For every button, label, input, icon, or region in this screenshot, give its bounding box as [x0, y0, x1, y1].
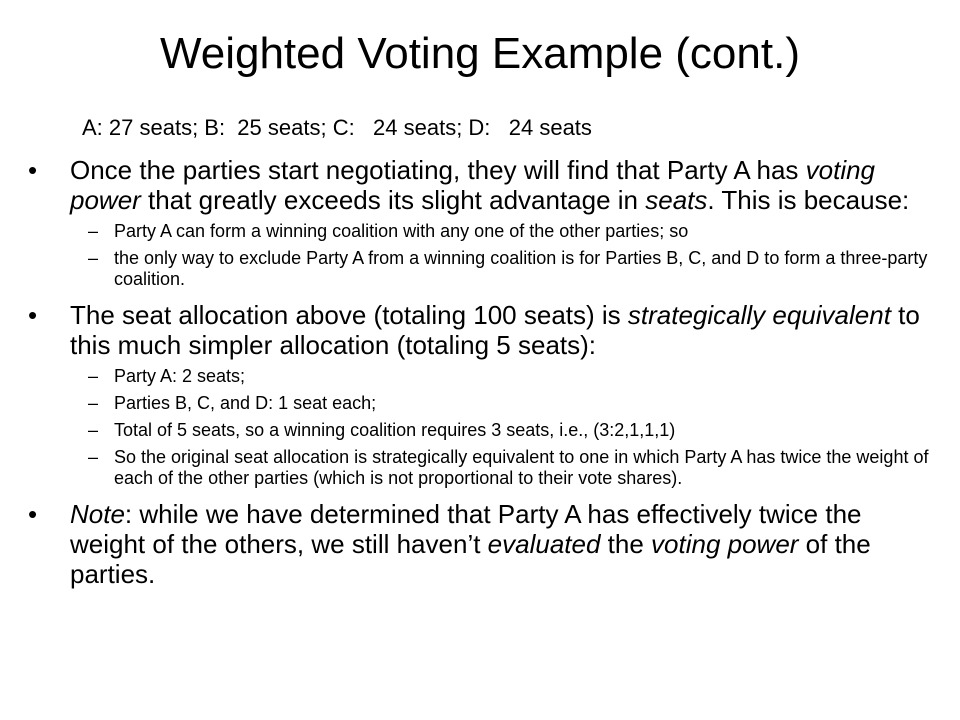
dash-marker: – — [88, 248, 99, 268]
dash-marker: – — [88, 420, 99, 440]
dash-marker: – — [88, 447, 99, 467]
bullet-text: . This is because: — [707, 185, 910, 215]
sub-bullet — [28, 420, 933, 441]
sub-bullet — [28, 447, 933, 489]
bullet-text: The seat allocation above (totaling 100 seats) is — [70, 300, 628, 330]
bullet-emphasis: evaluated — [487, 529, 601, 559]
dash-marker: – — [88, 366, 99, 386]
bullet-emphasis: voting power — [70, 155, 876, 215]
slide-title: Weighted Voting Example (cont.) — [160, 29, 800, 78]
bullet-text: of the parties. — [70, 529, 871, 589]
sub-bullet — [28, 366, 933, 387]
sub-bullet-text: Parties B, C, and D: 1 seat each; — [114, 393, 377, 413]
sub-bullet-text: Party A: 2 seats; — [114, 366, 246, 386]
sub-bullet-text: the only way to exclude Party A from a winning coalition is for Parties B, C, and D to form a three-party coalition. — [114, 248, 928, 289]
sub-bullet-text: So the original seat allocation is strategically equivalent to one in which Party A has twice the weight of each of the other parties (which is not proportional to their vote shares). — [114, 447, 929, 488]
bullet-emphasis: seats — [645, 185, 708, 215]
sub-bullet — [28, 248, 933, 290]
sub-bullet — [28, 393, 933, 414]
sub-bullet-text: Party A can form a winning coalition with any one of the other parties; so — [114, 221, 689, 241]
sub-bullet-text: Total of 5 seats, so a winning coalition requires 3 seats, i.e., (3:2,1,1,1) — [114, 420, 676, 440]
seat-allocation-line: A: 27 seats; B: 25 seats; C: 24 seats; D: 24 seats — [82, 115, 592, 140]
bullet-marker: • — [28, 155, 38, 185]
bullet-emphasis: Note — [70, 499, 125, 529]
sub-list-allocation — [28, 366, 933, 489]
dash-marker: – — [88, 393, 99, 413]
bullet-text: that greatly exceeds its slight advantage in — [140, 185, 646, 215]
bullet-text: the — [600, 529, 652, 559]
bullet-marker: • — [28, 300, 38, 330]
bullet-text: to this much simpler allocation (totaling 5 seats): — [70, 300, 920, 360]
bullet-emphasis: strategically equivalent — [627, 300, 891, 330]
bullet-negotiating — [28, 155, 933, 215]
bullet-emphasis: voting power — [651, 529, 799, 559]
slide-body — [28, 155, 933, 589]
sub-bullet — [28, 221, 933, 242]
bullet-text: Once the parties start negotiating, they will find that Party A has — [70, 155, 806, 185]
bullet-marker: • — [28, 499, 38, 529]
sub-list-reasons — [28, 221, 933, 290]
bullet-text: : while we have determined that Party A has effectively twice the weight of the others, we still haven’t — [70, 499, 862, 559]
bullet-strategic-equivalence — [28, 300, 933, 360]
dash-marker: – — [88, 221, 99, 241]
bullet-note — [28, 499, 933, 589]
